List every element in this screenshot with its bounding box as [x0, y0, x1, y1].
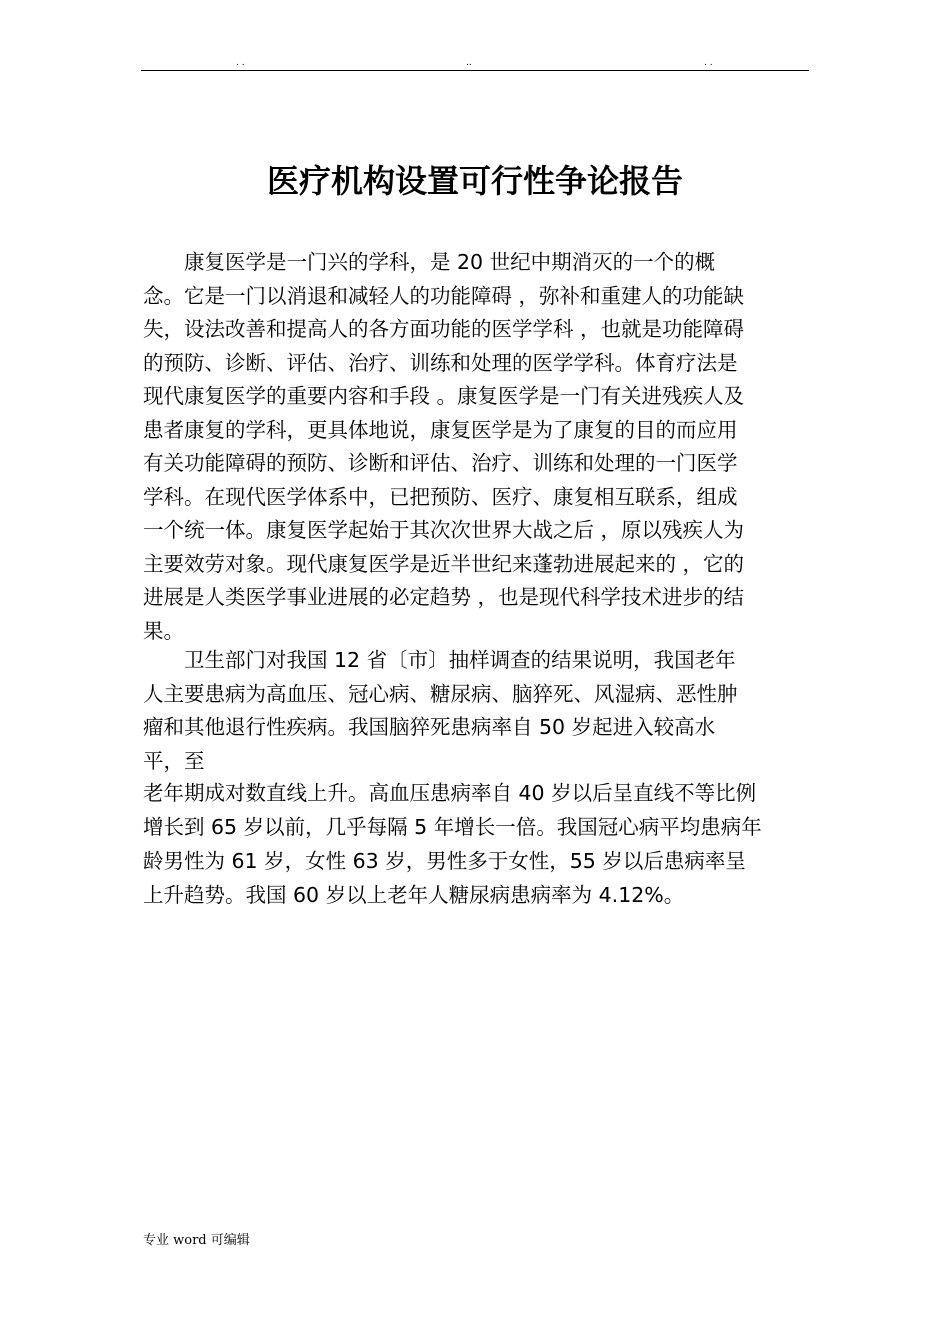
header-mark-left: . . [236, 58, 245, 68]
paragraph-line: 瘤和其他退行性疾病。我国脑猝死患病率自 50 岁起进入较高水 [143, 715, 716, 739]
header-rule [141, 70, 809, 71]
header-mark-right: . . [704, 58, 713, 68]
paragraph-survey-continued [143, 776, 811, 912]
paragraph-line: 患者康复的学科，更具体地说，康复医学是为了康复的目的而应用 [143, 417, 738, 442]
paragraph-line: 龄男性为 61 岁，女性 63 岁，男性多于女性，55 岁以后患病率呈 [143, 849, 746, 873]
header-mark-center: .. [466, 58, 472, 68]
paragraph-line: 一个统一体。康复医学起始于其次次世界大战之后 ，原以残疾人为 [143, 518, 745, 542]
paragraph-line: 主要效劳对象。现代康复医学是近半世纪来蓬勃进展起来的 ，它的 [143, 551, 745, 576]
paragraph-line: 失，设法改善和提高人的各方面功能的医学学科 ，也就是功能障碍 [143, 317, 745, 341]
paragraph-line: 平，至 [143, 748, 205, 773]
paragraph-line: 有关功能障碍的预防、诊断和评估、治疗、训练和处理的一门医学 [143, 451, 738, 475]
paragraph-line: 现代康复医学的重要内容和手段 。康复医学是一门有关进残疾人及 [143, 384, 745, 408]
paragraph-line: 进展是人类医学事业进展的必定趋势 ，也是现代科学技术进步的结 [143, 585, 745, 609]
paragraph-line: 念。它是一门以消退和减轻人的功能障碍 ，弥补和重建人的功能缺 [143, 283, 745, 308]
paragraph-survey [143, 644, 811, 778]
paragraph-line: 的预防、诊断、评估、治疗、训练和处理的医学学科。体育疗法是 [143, 350, 738, 375]
page-footer: 专业 word 可编辑 [143, 1233, 250, 1248]
paragraph-line: 增长到 65 岁以前，几乎每隔 5 年增长一倍。我国冠心病平均患病年 [143, 815, 762, 839]
paragraph-line: 康复医学是一门兴的学科，是 20 世纪中期消灭的一个的概 [143, 250, 716, 274]
paragraph-rehabilitation [143, 246, 811, 648]
paragraph-line: 上升趋势。我国 60 岁以上老年人糖尿病患病率为 4.12%。 [143, 883, 685, 907]
paragraph-line: 果。 [143, 618, 184, 643]
document-title: 医疗机构设置可行性争论报告 [266, 162, 683, 201]
paragraph-line: 卫生部门对我国 12 省〔市〕抽样调查的结果说明，我国老年 [143, 648, 736, 672]
paragraph-line: 老年期成对数直线上升。高血压患病率自 40 岁以后呈直线不等比例 [143, 781, 757, 805]
paragraph-line: 学科。在现代医学体系中，已把预防、医疗、康复相互联系，组成 [143, 484, 738, 509]
paragraph-line: 人主要患病为高血压、冠心病、糖尿病、脑猝死、风湿病、恶性肿 [143, 681, 738, 706]
